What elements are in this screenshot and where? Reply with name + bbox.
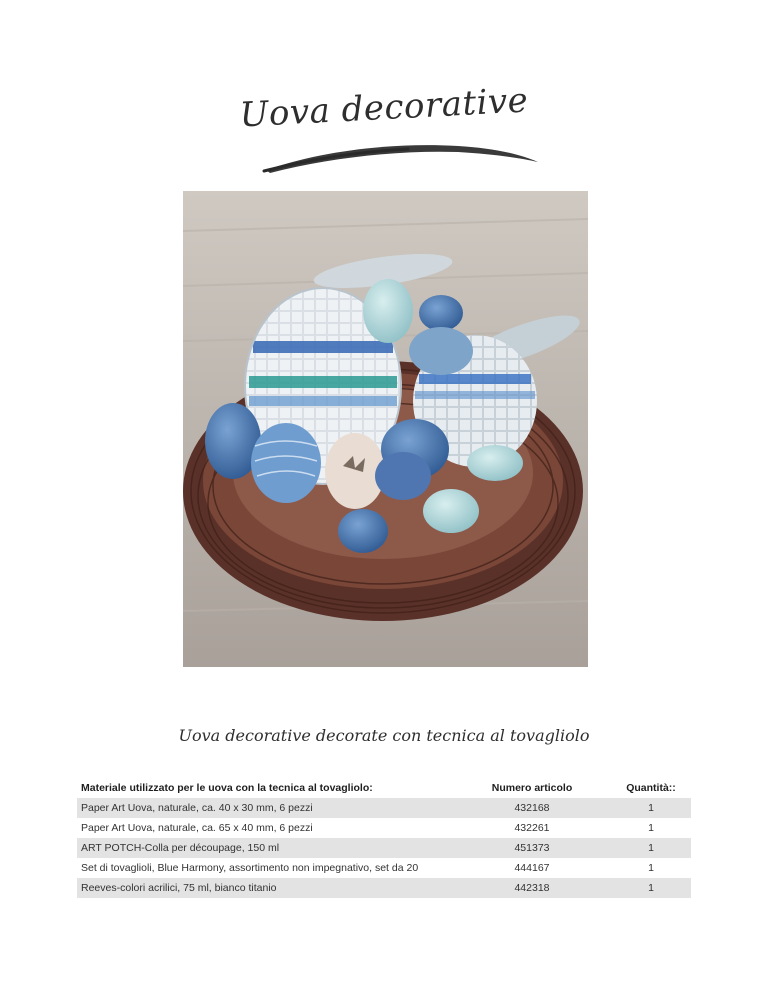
article-number-cell: 442318 [453,878,611,898]
quantity-cell: 1 [611,838,691,858]
material-cell: Paper Art Uova, naturale, ca. 40 x 30 mm, 6 pezzi [77,798,453,818]
table-row [77,858,691,878]
material-cell: Reeves-colori acrilici, 75 ml, bianco titanio [77,878,453,898]
article-number-cell: 451373 [453,838,611,858]
header-material: Materiale utilizzato per le uova con la tecnica al tovagliolo: [81,782,373,794]
quantity-cell: 1 [611,798,691,818]
material-cell: Paper Art Uova, naturale, ca. 65 x 40 mm, 6 pezzi [81,822,313,834]
table-row [77,838,691,858]
quantity-cell: 1 [611,878,691,898]
material-cell: Set di tovaglioli, Blue Harmony, assortimento non impegnativo, set da 20 [81,862,419,874]
material-cell: ART POTCH-Colla per découpage, 150 ml [77,838,453,858]
quantity-cell: 1 [648,862,654,874]
article-number-cell: 444167 [514,862,550,874]
materials-table [77,778,691,898]
brush-stroke-decoration [258,140,543,176]
table-header-row [77,778,691,798]
easter-eggs-nest-photo [183,191,588,667]
table-row [77,818,691,838]
article-number-cell: 432168 [453,798,611,818]
header-quantity: Quantità:: [626,782,676,794]
article-number-cell: 432261 [514,822,550,834]
table-row [77,878,691,898]
header-article-number: Numero articolo [491,782,573,794]
quantity-cell: 1 [648,822,654,834]
page-title: Uova decorative [238,80,530,136]
subtitle: Uova decorative decorate con tecnica al tovagliolo [178,726,590,745]
table-row [77,798,691,818]
